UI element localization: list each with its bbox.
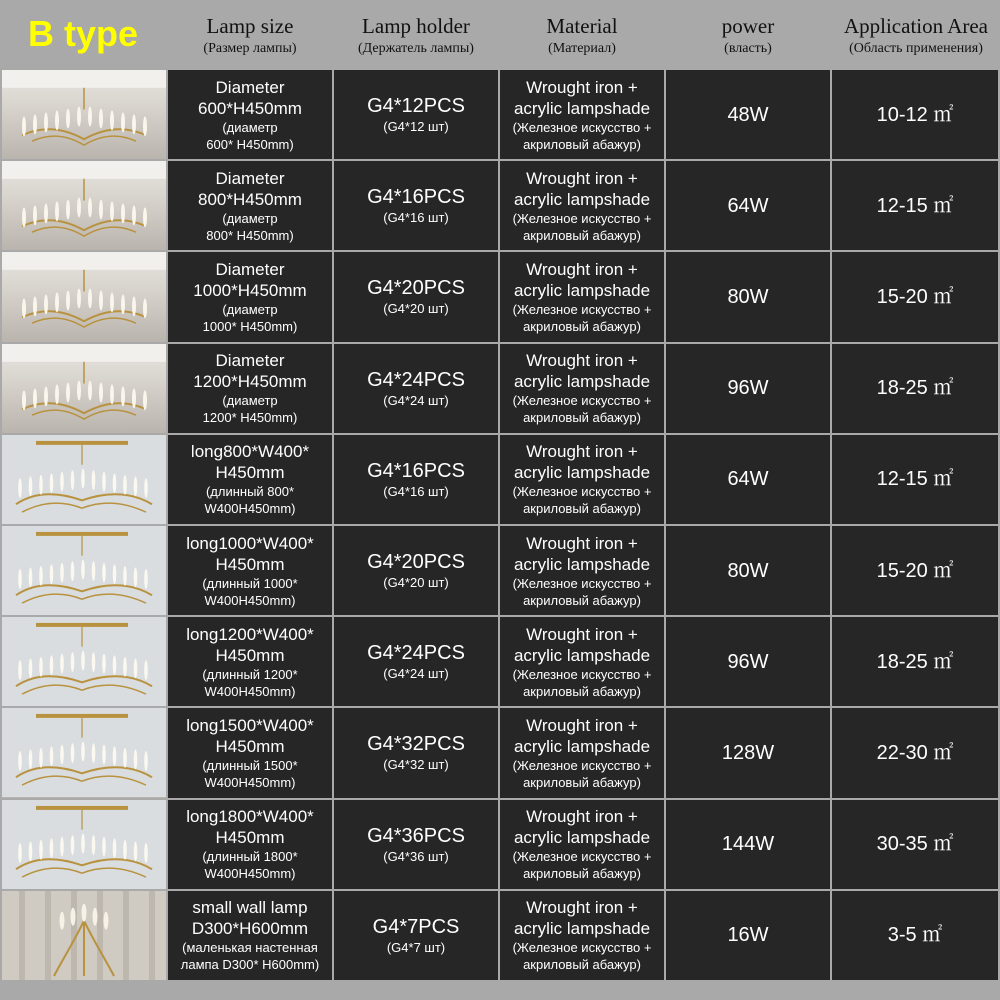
lamp-photo: [2, 708, 166, 797]
holder-ru: (G4*7 шт): [386, 939, 446, 955]
material-ru-line: акриловый абажур): [523, 592, 641, 608]
header-subtitle: (Область применения): [849, 41, 983, 56]
chandelier-image: [2, 708, 166, 797]
lamp-size-cell: [168, 252, 332, 341]
lamp-photo: [2, 617, 166, 706]
material-line: Wrought iron +: [526, 351, 638, 371]
material-line: acrylic lampshade: [513, 645, 651, 665]
lamp-photo: [2, 526, 166, 615]
table-row: [0, 252, 1000, 341]
material-ru-line: (Железное искусство +: [512, 849, 652, 865]
size-line: 1000*H450mm: [193, 280, 307, 300]
material-line: acrylic lampshade: [513, 554, 651, 574]
material-line: Wrought iron +: [526, 715, 638, 735]
size-ru-line: (диаметр: [222, 119, 278, 135]
power-cell: [666, 891, 830, 980]
application-area-cell: [832, 708, 998, 797]
material-ru-line: (Железное искусство +: [512, 210, 652, 226]
application-area-cell: [832, 800, 998, 889]
table-row: [0, 526, 1000, 615]
size-ru-line: (длинный 1000*: [202, 575, 298, 591]
holder-value: G4*20PCS: [367, 551, 465, 574]
power-cell: [666, 708, 830, 797]
power-value: 48W: [727, 103, 769, 126]
area-value: 15-20 ㎡: [876, 559, 954, 582]
lamp-photo: [2, 344, 166, 433]
table-row: [0, 617, 1000, 706]
material-line: acrylic lampshade: [513, 189, 651, 209]
size-line: 1200*H450mm: [193, 372, 307, 392]
power-cell: [666, 526, 830, 615]
size-ru-line: W400H450mm): [204, 683, 296, 699]
holder-value: G4*24PCS: [367, 642, 465, 665]
size-ru-line: W400H450mm): [204, 774, 296, 790]
power-cell: [666, 70, 830, 159]
material-cell: [500, 708, 664, 797]
material-line: Wrought iron +: [526, 77, 638, 97]
chandelier-image: [2, 526, 166, 615]
material-ru-line: акриловый абажур): [523, 683, 641, 699]
material-ru-line: (Железное искусство +: [512, 757, 652, 773]
table-row: [0, 161, 1000, 250]
lamp-photo: [2, 800, 166, 889]
power-value: 96W: [727, 377, 769, 400]
size-ru-line: 600* H450mm): [206, 136, 294, 152]
header-lamp-holder: [334, 0, 498, 68]
size-line: Diameter: [215, 259, 285, 279]
material-ru-line: акриловый абажур): [523, 957, 641, 973]
power-value: 80W: [727, 559, 769, 582]
lamp-size-cell: [168, 435, 332, 524]
header-title: Lamp holder: [362, 14, 470, 38]
lamp-holder-cell: [334, 70, 498, 159]
header-material: [500, 0, 664, 68]
size-line: Diameter: [215, 351, 285, 371]
lamp-size-cell: [168, 161, 332, 250]
header-subtitle: (Размер лампы): [203, 41, 297, 56]
application-area-cell: [832, 344, 998, 433]
size-ru-line: 1200* H450mm): [202, 410, 298, 426]
material-line: acrylic lampshade: [513, 372, 651, 392]
application-area-cell: [832, 526, 998, 615]
size-line: 800*H450mm: [198, 189, 302, 209]
material-ru-line: акриловый абажур): [523, 227, 641, 243]
power-value: 144W: [721, 833, 775, 856]
application-area-cell: [832, 161, 998, 250]
lamp-size-cell: [168, 526, 332, 615]
area-value: 12-15 ㎡: [876, 194, 954, 217]
lamp-holder-cell: [334, 161, 498, 250]
lamp-photo: [2, 161, 166, 250]
lamp-holder-cell: [334, 252, 498, 341]
material-ru-line: (Железное искусство +: [512, 301, 652, 317]
size-ru-line: (диаметр: [222, 301, 278, 317]
header-title: power: [721, 14, 775, 38]
size-line: H450mm: [215, 736, 285, 756]
holder-ru: (G4*20 шт): [383, 301, 449, 317]
size-ru-line: (длинный 1200*: [202, 666, 298, 682]
header-application-area: [832, 0, 1000, 68]
lamp-size-cell: [168, 708, 332, 797]
material-line: acrylic lampshade: [513, 828, 651, 848]
application-area-cell: [832, 617, 998, 706]
size-ru-line: (диаметр: [222, 210, 278, 226]
material-cell: [500, 526, 664, 615]
chandelier-image: [2, 800, 166, 889]
size-ru-line: (длинный 800*: [205, 484, 295, 500]
table-row: [0, 708, 1000, 797]
size-line: long800*W400*: [190, 442, 310, 462]
holder-ru: (G4*16 шт): [383, 210, 449, 226]
lamp-size-cell: [168, 617, 332, 706]
power-cell: [666, 252, 830, 341]
power-cell: [666, 800, 830, 889]
holder-ru: (G4*16 шт): [383, 483, 449, 499]
area-value: 3-5 ㎡: [887, 924, 943, 947]
chandelier-image: [2, 435, 166, 524]
area-value: 18-25 ㎡: [876, 377, 954, 400]
size-line: H450mm: [215, 463, 285, 483]
application-area-cell: [832, 252, 998, 341]
lamp-photo: [2, 435, 166, 524]
area-value: 22-30 ㎡: [876, 741, 954, 764]
header-lamp-size: [168, 0, 332, 68]
chandelier-image: [2, 70, 166, 159]
material-line: acrylic lampshade: [513, 463, 651, 483]
size-line: H450mm: [215, 645, 285, 665]
header-title: Material: [546, 14, 618, 38]
material-cell: [500, 617, 664, 706]
material-line: Wrought iron +: [526, 168, 638, 188]
material-line: Wrought iron +: [526, 533, 638, 553]
power-value: 16W: [727, 924, 769, 947]
table-row: [0, 891, 1000, 980]
table-row: [0, 435, 1000, 524]
size-ru-line: лампа D300* H600mm): [180, 957, 320, 973]
material-ru-line: (Железное искусство +: [512, 484, 652, 500]
lamp-photo: [2, 252, 166, 341]
material-ru-line: акриловый абажур): [523, 774, 641, 790]
power-cell: [666, 435, 830, 524]
size-ru-line: (длинный 1800*: [202, 849, 298, 865]
holder-ru: (G4*24 шт): [383, 392, 449, 408]
size-line: 600*H450mm: [198, 98, 302, 118]
holder-ru: (G4*36 шт): [383, 848, 449, 864]
area-value: 18-25 ㎡: [876, 650, 954, 673]
material-line: Wrought iron +: [526, 259, 638, 279]
material-ru-line: (Железное искусство +: [512, 119, 652, 135]
material-line: Wrought iron +: [526, 807, 638, 827]
lamp-holder-cell: [334, 344, 498, 433]
chandelier-image: [2, 891, 166, 980]
size-line: long1200*W400*: [186, 624, 314, 644]
area-value: 12-15 ㎡: [876, 468, 954, 491]
lamp-holder-cell: [334, 891, 498, 980]
area-value: 10-12 ㎡: [876, 103, 954, 126]
material-cell: [500, 344, 664, 433]
application-area-cell: [832, 891, 998, 980]
lamp-size-cell: [168, 344, 332, 433]
chandelier-image: [2, 161, 166, 250]
power-cell: [666, 344, 830, 433]
holder-value: G4*32PCS: [367, 733, 465, 756]
size-ru-line: W400H450mm): [204, 866, 296, 882]
size-ru-line: W400H450mm): [204, 501, 296, 517]
header-subtitle: (власть): [724, 41, 772, 56]
lamp-holder-cell: [334, 617, 498, 706]
power-value: 128W: [721, 741, 775, 764]
material-cell: [500, 435, 664, 524]
table-row: [0, 800, 1000, 889]
size-line: long1800*W400*: [186, 807, 314, 827]
lamp-size-cell: [168, 891, 332, 980]
material-line: acrylic lampshade: [513, 919, 651, 939]
holder-value: G4*36PCS: [367, 824, 465, 847]
size-ru-line: 800* H450mm): [206, 227, 294, 243]
holder-ru: (G4*32 шт): [383, 757, 449, 773]
size-line: long1000*W400*: [186, 533, 314, 553]
material-line: acrylic lampshade: [513, 736, 651, 756]
size-line: Diameter: [215, 77, 285, 97]
area-value: 30-35 ㎡: [876, 833, 954, 856]
size-line: small wall lamp: [192, 898, 308, 918]
chandelier-image: [2, 344, 166, 433]
application-area-cell: [832, 70, 998, 159]
size-line: long1500*W400*: [186, 715, 314, 735]
holder-ru: (G4*12 шт): [383, 119, 449, 135]
header-title: Application Area: [843, 14, 989, 38]
lamp-holder-cell: [334, 800, 498, 889]
holder-value: G4*12PCS: [367, 95, 465, 118]
material-ru-line: (Железное искусство +: [512, 575, 652, 591]
holder-value: G4*7PCS: [372, 915, 460, 938]
lamp-holder-cell: [334, 708, 498, 797]
material-ru-line: (Железное искусство +: [512, 940, 652, 956]
size-line: Diameter: [215, 168, 285, 188]
size-line: D300*H600mm: [191, 919, 309, 939]
table-row: [0, 70, 1000, 159]
size-ru-line: 1000* H450mm): [202, 318, 298, 334]
material-line: Wrought iron +: [526, 442, 638, 462]
holder-value: G4*24PCS: [367, 368, 465, 391]
holder-ru: (G4*20 шт): [383, 575, 449, 591]
material-line: Wrought iron +: [526, 898, 638, 918]
size-ru-line: (длинный 1500*: [202, 757, 298, 773]
material-cell: [500, 161, 664, 250]
table-row: [0, 344, 1000, 433]
lamp-photo: [2, 70, 166, 159]
lamp-holder-cell: [334, 435, 498, 524]
area-value: 15-20 ㎡: [876, 285, 954, 308]
application-area-cell: [832, 435, 998, 524]
size-ru-line: (диаметр: [222, 393, 278, 409]
material-cell: [500, 70, 664, 159]
chandelier-image: [2, 617, 166, 706]
holder-value: G4*20PCS: [367, 277, 465, 300]
brand-label: B type: [27, 13, 139, 54]
chandelier-image: [2, 252, 166, 341]
power-value: 96W: [727, 650, 769, 673]
holder-ru: (G4*24 шт): [383, 666, 449, 682]
size-line: H450mm: [215, 828, 285, 848]
material-ru-line: акриловый абажур): [523, 501, 641, 517]
lamp-size-cell: [168, 800, 332, 889]
material-line: acrylic lampshade: [513, 98, 651, 118]
size-ru-line: W400H450mm): [204, 592, 296, 608]
material-ru-line: (Железное искусство +: [512, 666, 652, 682]
material-ru-line: (Железное искусство +: [512, 393, 652, 409]
lamp-photo: [2, 891, 166, 980]
header-power: [666, 0, 830, 68]
material-line: acrylic lampshade: [513, 280, 651, 300]
power-cell: [666, 161, 830, 250]
size-line: H450mm: [215, 554, 285, 574]
material-cell: [500, 252, 664, 341]
holder-value: G4*16PCS: [367, 459, 465, 482]
material-ru-line: акриловый абажур): [523, 318, 641, 334]
header-title: Lamp size: [206, 14, 294, 38]
header-subtitle: (Держатель лампы): [358, 41, 474, 56]
table-header: [0, 0, 1000, 68]
material-ru-line: акриловый абажур): [523, 866, 641, 882]
material-cell: [500, 891, 664, 980]
size-ru-line: (маленькая настенная: [182, 940, 318, 956]
material-cell: [500, 800, 664, 889]
lamp-holder-cell: [334, 526, 498, 615]
power-value: 80W: [727, 285, 769, 308]
holder-value: G4*16PCS: [367, 186, 465, 209]
material-ru-line: акриловый абажур): [523, 410, 641, 426]
material-ru-line: акриловый абажур): [523, 136, 641, 152]
lamp-size-cell: [168, 70, 332, 159]
material-line: Wrought iron +: [526, 624, 638, 644]
power-value: 64W: [727, 194, 769, 217]
header-subtitle: (Материал): [548, 41, 616, 56]
power-value: 64W: [727, 468, 769, 491]
power-cell: [666, 617, 830, 706]
